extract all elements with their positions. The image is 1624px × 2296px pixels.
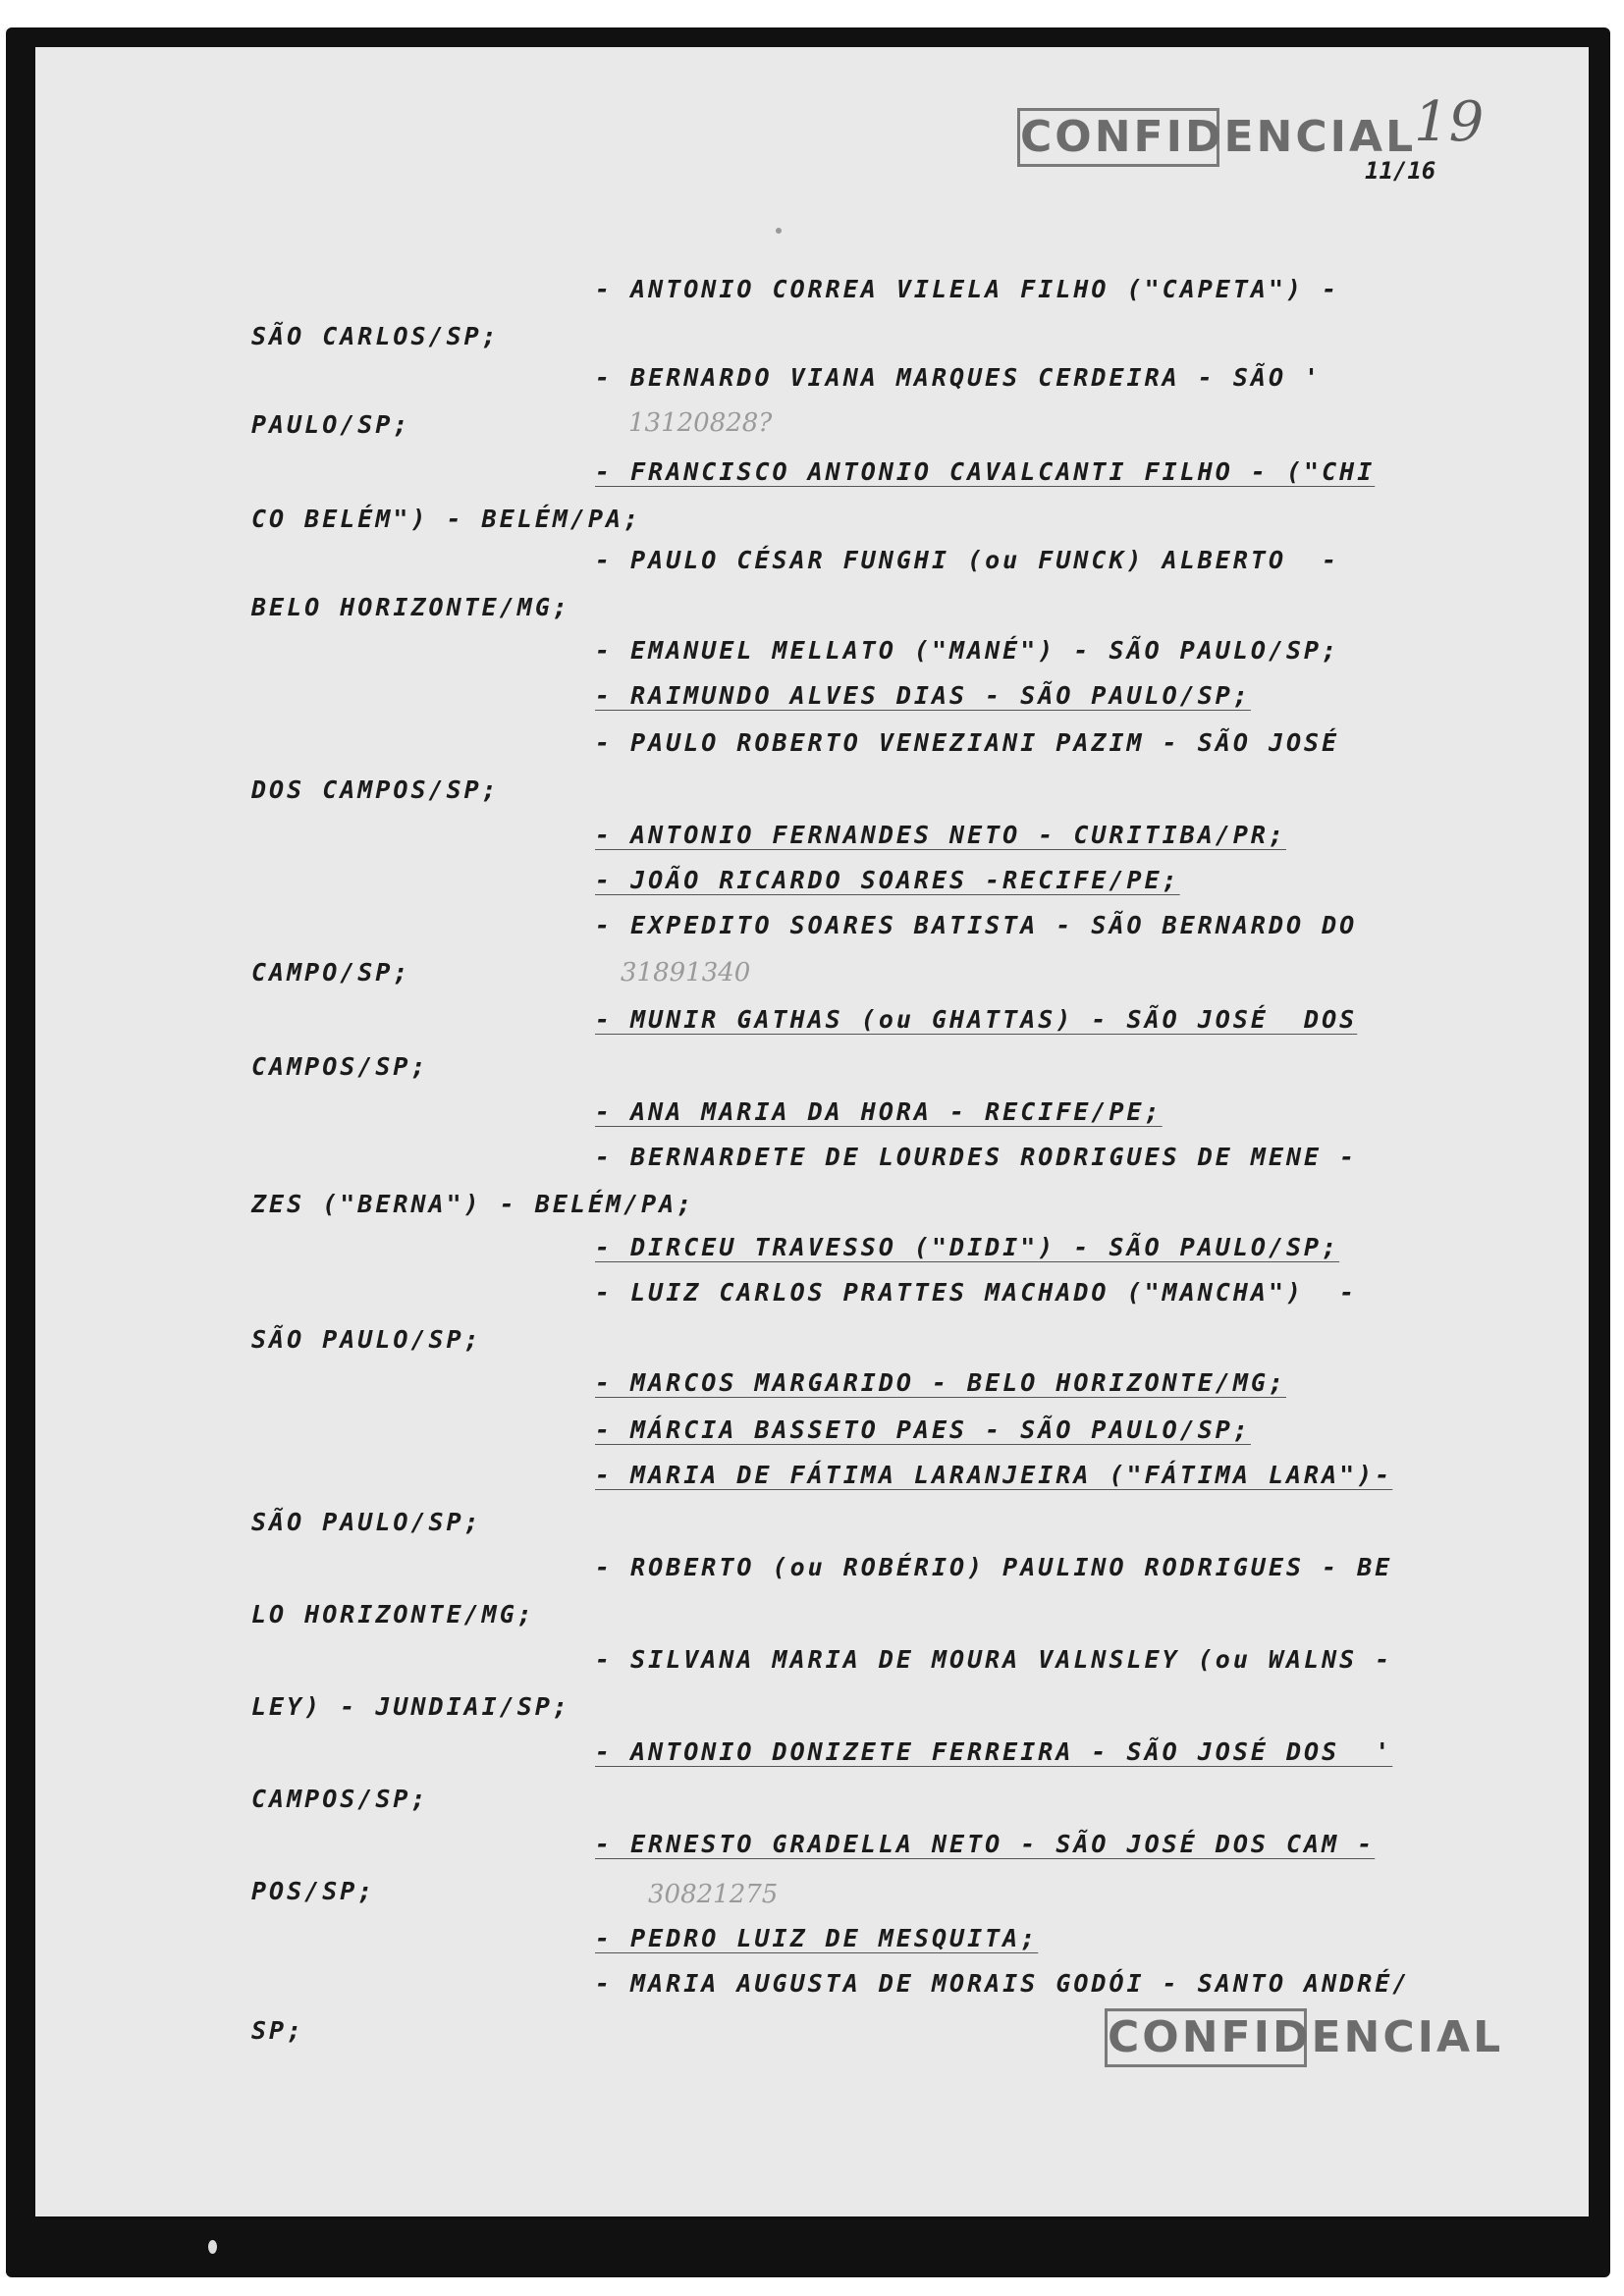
list-entry-line: - PAULO CÉSAR FUNGHI (ou FUNCK) ALBERTO - [595, 546, 1340, 574]
list-entry-continuation: CAMPOS/SP; [251, 1052, 429, 1081]
list-entry-line: - BERNARDETE DE LOURDES RODRIGUES DE MENE - [595, 1143, 1358, 1171]
handwritten-note: 30821275 [648, 1880, 779, 1909]
list-entry-continuation: SP; [251, 2016, 305, 2045]
list-entry-continuation: LO HORIZONTE/MG; [251, 1600, 535, 1629]
list-entry-continuation: BELO HORIZONTE/MG; [251, 593, 570, 621]
list-entry-line: - MUNIR GATHAS (ou GHATTAS) - SÃO JOSÉ DOS [595, 1005, 1358, 1034]
handwritten-note: 13120828? [628, 408, 773, 438]
list-entry-continuation: SÃO PAULO/SP; [251, 1508, 482, 1536]
list-entry-line: - MARIA AUGUSTA DE MORAIS GODÓI - SANTO ANDRÉ/ [595, 1969, 1411, 1998]
page-number: 11/16 [1365, 157, 1436, 185]
list-entry-continuation: SÃO CARLOS/SP; [251, 322, 500, 350]
list-entry-line: - MARIA DE FÁTIMA LARANJEIRA ("FÁTIMA LARA")- [595, 1461, 1393, 1489]
list-entry-line: - ANTONIO CORREA VILELA FILHO ("CAPETA") - [595, 275, 1340, 303]
list-entry-line: - RAIMUNDO ALVES DIAS - SÃO PAULO/SP; [595, 681, 1251, 710]
confidential-stamp-bottom: CONFIDENCIAL [1105, 2008, 1307, 2067]
list-entry-line: - MÁRCIA BASSETO PAES - SÃO PAULO/SP; [595, 1415, 1251, 1444]
list-entry-line: - FRANCISCO ANTONIO CAVALCANTI FILHO - ("CHI [595, 457, 1376, 486]
list-entry-line: - LUIZ CARLOS PRATTES MACHADO ("MANCHA") - [595, 1278, 1358, 1307]
list-entry-line: - PAULO ROBERTO VENEZIANI PAZIM - SÃO JOSÉ [595, 728, 1340, 757]
list-entry-continuation: CO BELÉM") - BELÉM/PA; [251, 505, 642, 533]
list-entry-continuation: ZES ("BERNA") - BELÉM/PA; [251, 1190, 695, 1218]
handwritten-folio-number: 19 [1414, 90, 1485, 154]
list-entry-continuation: PAULO/SP; [251, 410, 411, 439]
list-entry-line: - EMANUEL MELLATO ("MANÉ") - SÃO PAULO/SP; [595, 636, 1340, 665]
scan-speck [776, 228, 782, 234]
list-entry-line: - ANTONIO DONIZETE FERREIRA - SÃO JOSÉ DOS ' [595, 1737, 1393, 1766]
list-entry-line: - SILVANA MARIA DE MOURA VALNSLEY (ou WALNS - [595, 1645, 1393, 1674]
confidential-stamp-top: CONFIDENCIAL [1017, 108, 1219, 167]
handwritten-note: 31891340 [621, 958, 751, 988]
list-entry-continuation: CAMPO/SP; [251, 958, 411, 987]
list-entry-continuation: SÃO PAULO/SP; [251, 1325, 482, 1354]
list-entry-line: - BERNARDO VIANA MARQUES CERDEIRA - SÃO ' [595, 363, 1323, 392]
list-entry-line: - MARCOS MARGARIDO - BELO HORIZONTE/MG; [595, 1368, 1286, 1397]
list-entry-line: - ANA MARIA DA HORA - RECIFE/PE; [595, 1097, 1163, 1126]
list-entry-continuation: CAMPOS/SP; [251, 1785, 429, 1813]
scan-speck [208, 2240, 217, 2254]
list-entry-line: - ROBERTO (ou ROBÉRIO) PAULINO RODRIGUES - BE [595, 1553, 1393, 1581]
list-entry-line: - ERNESTO GRADELLA NETO - SÃO JOSÉ DOS CAM - [595, 1830, 1376, 1858]
list-entry-continuation: DOS CAMPOS/SP; [251, 775, 500, 804]
list-entry-line: - DIRCEU TRAVESSO ("DIDI") - SÃO PAULO/SP; [595, 1233, 1340, 1261]
list-entry-continuation: LEY) - JUNDIAI/SP; [251, 1692, 570, 1721]
list-entry-line: - PEDRO LUIZ DE MESQUITA; [595, 1924, 1039, 1952]
list-entry-continuation: POS/SP; [251, 1877, 376, 1905]
list-entry-line: - EXPEDITO SOARES BATISTA - SÃO BERNARDO DO [595, 911, 1358, 939]
list-entry-line: - ANTONIO FERNANDES NETO - CURITIBA/PR; [595, 821, 1286, 849]
list-entry-line: - JOÃO RICARDO SOARES -RECIFE/PE; [595, 866, 1180, 894]
